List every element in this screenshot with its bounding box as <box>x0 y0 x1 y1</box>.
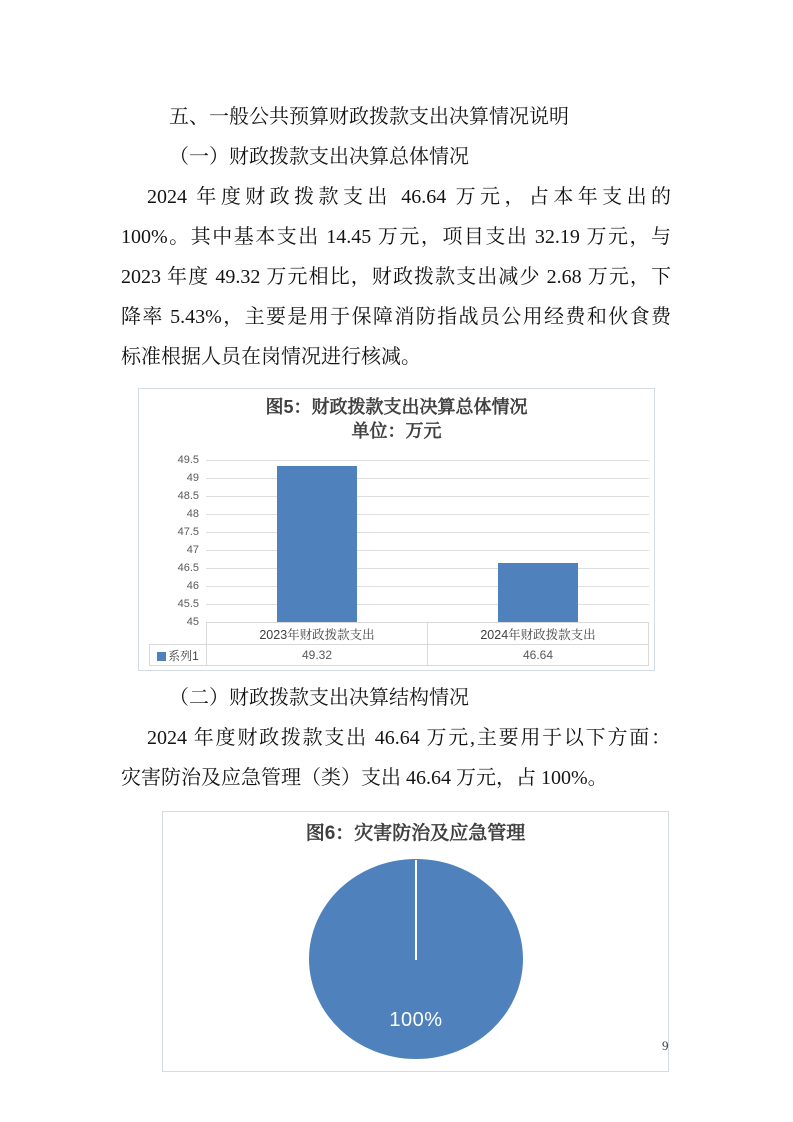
y-axis-tick: 49 <box>186 472 199 484</box>
text-line: 降率 5.43%，主要是用于保障消防指战员公用经费和伙食费 <box>121 306 671 328</box>
category-label-2024: 2024年财政拨款支出 <box>428 623 649 645</box>
pie-percent-label: 100% <box>389 1009 443 1031</box>
table-row <box>150 645 649 666</box>
y-axis-tick: 48.5 <box>177 490 199 502</box>
figure-6-pie-chart <box>162 811 669 1072</box>
gridline <box>206 460 649 461</box>
figure-5-bar-chart <box>138 388 655 671</box>
figure-5-title: 图5：财政拨款支出决算总体情况 <box>265 397 528 417</box>
figure-5-subtitle: 单位：万元 <box>351 421 442 441</box>
sub-heading-1: （一）财政拨款支出决算总体情况 <box>169 146 469 168</box>
series-name: 系列1 <box>168 648 199 663</box>
y-axis-tick: 45.5 <box>177 598 199 610</box>
text-line: 灾害防治及应急管理（类）支出 46.64 万元，占 100%。 <box>121 767 608 789</box>
gridline <box>206 604 649 605</box>
table-row <box>150 623 649 645</box>
gridline <box>206 496 649 497</box>
gridline <box>206 532 649 533</box>
y-axis-tick: 48 <box>186 508 199 520</box>
y-axis-tick: 47 <box>186 544 199 556</box>
paragraph-2 <box>121 718 671 798</box>
pie-slice-divider <box>415 860 417 960</box>
y-axis-tick: 46 <box>186 580 199 592</box>
series-legend-cell <box>150 645 207 666</box>
y-axis-tick: 49.5 <box>177 454 199 466</box>
sub-heading-2: （二）财政拨款支出决算结构情况 <box>169 687 469 709</box>
figure-6-title: 图6：灾害防治及应急管理 <box>305 823 526 844</box>
bar-chart-plot-area <box>206 460 649 622</box>
bar-2023年财政拨款支出 <box>277 466 357 622</box>
y-axis-tick: 47.5 <box>177 526 199 538</box>
y-axis-tick: 45 <box>186 616 199 628</box>
bar-2024年财政拨款支出 <box>498 563 578 622</box>
value-2024: 46.64 <box>428 645 649 666</box>
gridline <box>206 568 649 569</box>
y-axis-tick-labels <box>139 454 199 628</box>
series-marker-icon <box>157 652 166 661</box>
chart-data-table <box>149 622 649 666</box>
text-line: 2024 年度财政拨款支出 46.64 万元，占本年支出的 <box>147 186 671 208</box>
table-empty-cell <box>150 623 207 645</box>
category-label-2023: 2023年财政拨款支出 <box>207 623 428 645</box>
page-number: 9 <box>662 1038 669 1053</box>
gridline <box>206 586 649 587</box>
gridline <box>206 514 649 515</box>
y-axis-tick: 46.5 <box>177 562 199 574</box>
text-line: 100%。其中基本支出 14.45 万元，项目支出 32.19 万元，与 <box>121 226 671 248</box>
value-2023: 49.32 <box>207 645 428 666</box>
text-line: 2023 年度 49.32 万元相比，财政拨款支出减少 2.68 万元，下 <box>121 266 671 288</box>
paragraph-1 <box>121 177 671 377</box>
section-5-2-text-block <box>121 678 671 798</box>
section-5-text-block <box>121 97 671 377</box>
text-line: 标准根据人员在岗情况进行核减。 <box>121 346 421 368</box>
section-heading: 五、一般公共预算财政拨款支出决算情况说明 <box>169 106 569 128</box>
gridline <box>206 478 649 479</box>
gridline <box>206 550 649 551</box>
text-line: 2024 年度财政拨款支出 46.64 万元,主要用于以下方面： <box>147 727 671 749</box>
